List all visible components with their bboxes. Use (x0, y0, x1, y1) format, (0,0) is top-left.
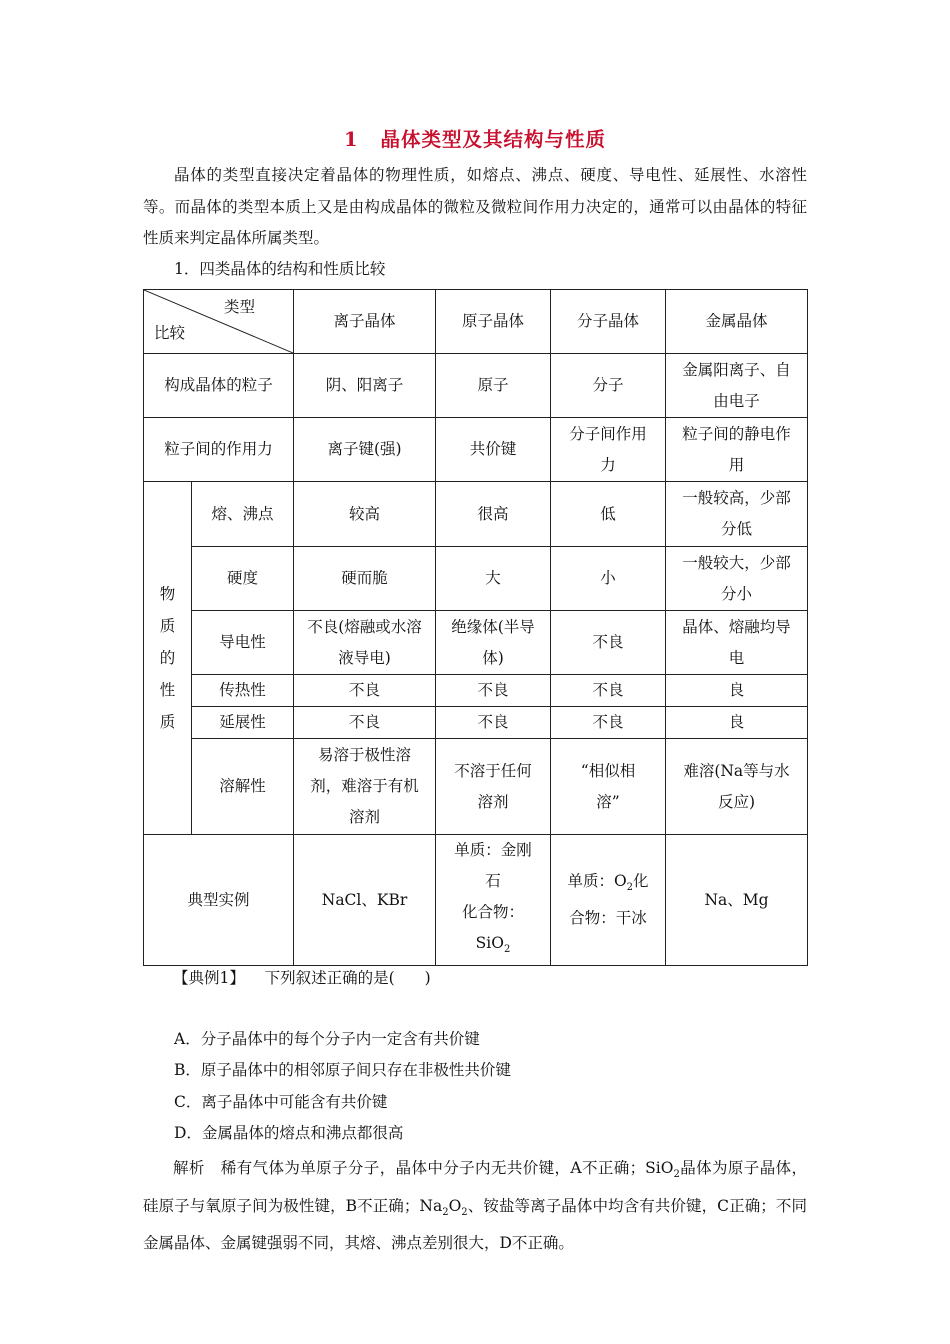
cell-atomic: 原子 (436, 354, 551, 418)
cell-ionic: 阴、阳离子 (294, 354, 436, 418)
cell-atomic: 不良 (436, 707, 551, 739)
row-label: 导电性 (192, 611, 294, 675)
row-conductivity (144, 611, 808, 675)
option-d: D．金属晶体的熔点和沸点都很高 (174, 1124, 404, 1142)
example-question: 【典例1】 下列叙述正确的是( ) (173, 969, 431, 987)
header-molecular: 分子晶体 (551, 290, 666, 354)
cell-metal: 金属阳离子、自 由电子 (666, 354, 808, 418)
crystal-comparison-table (143, 289, 808, 966)
properties-group-label: 物 质 的 性 质 (144, 482, 192, 835)
row-heat (144, 675, 808, 707)
option-a: A．分子晶体中的每个分子内一定含有共价键 (174, 1030, 480, 1048)
cell-ionic: 离子键(强) (294, 418, 436, 482)
cell-atomic: 不溶于任何 溶剂 (436, 739, 551, 835)
row-ductility (144, 707, 808, 739)
row-particles (144, 354, 808, 418)
header-ionic: 离子晶体 (294, 290, 436, 354)
cell-molecular: 小 (551, 547, 666, 611)
cell-molecular: 不良 (551, 611, 666, 675)
option-c: C．离子晶体中可能含有共价键 (174, 1093, 388, 1111)
cell-metal: Na、Mg (666, 835, 808, 966)
table-heading: 1．四类晶体的结构和性质比较 (174, 260, 386, 278)
section-title (0, 124, 950, 152)
cell-molecular: 分子间作用 力 (551, 418, 666, 482)
row-label: 硬度 (192, 547, 294, 611)
analysis-label: 解析 (173, 1159, 205, 1177)
cell-atomic: 不良 (436, 675, 551, 707)
row-label: 延展性 (192, 707, 294, 739)
cell-metal: 一般较大，少部 分小 (666, 547, 808, 611)
intro-paragraph: 晶体的类型直接决定着晶体的物理性质，如熔点、沸点、硬度、导电性、延展性、水溶性等。而晶体的类型本质上又是由构成晶体的微粒及微粒间作用力决定的，通常可以由晶体的特征性质来判定晶体所属类型。 (143, 166, 807, 247)
cell-ionic: 不良 (294, 675, 436, 707)
row-solubility (144, 739, 808, 835)
question-text: 下列叙述正确的是( (264, 969, 395, 987)
cell-ionic: 较高 (294, 482, 436, 547)
row-forces (144, 418, 808, 482)
header-metal: 金属晶体 (666, 290, 808, 354)
cell-atomic: 很高 (436, 482, 551, 547)
row-label: 熔、沸点 (192, 482, 294, 547)
section-title-text: 晶体类型及其结构与性质 (380, 128, 607, 151)
cell-metal: 良 (666, 707, 808, 739)
header-atomic: 原子晶体 (436, 290, 551, 354)
cell-molecular: 分子 (551, 354, 666, 418)
row-hardness (144, 547, 808, 611)
cell-metal: 难溶(Na等与水 反应) (666, 739, 808, 835)
cell-molecular: 低 (551, 482, 666, 547)
option-b: B．原子晶体中的相邻原子间只存在非极性共价键 (174, 1061, 511, 1079)
cell-metal: 粒子间的静电作 用 (666, 418, 808, 482)
row-melting (144, 482, 808, 547)
cell-molecular: 不良 (551, 707, 666, 739)
row-label: 传热性 (192, 675, 294, 707)
cell-atomic: 共价键 (436, 418, 551, 482)
row-label: 典型实例 (144, 835, 294, 966)
row-label: 粒子间的作用力 (144, 418, 294, 482)
cell-atomic: 单质：金刚 石 化合物： SiO$_2$ (436, 835, 551, 966)
row-examples (144, 835, 808, 966)
cell-ionic: 硬而脆 (294, 547, 436, 611)
cell-metal: 良 (666, 675, 808, 707)
corner-cell (144, 290, 294, 354)
cell-ionic: 不良(熔融或水溶 液导电) (294, 611, 436, 675)
table-header-row (144, 290, 808, 354)
cell-atomic: 大 (436, 547, 551, 611)
cell-molecular: 单质：$O_2$化 合物：干冰 (551, 835, 666, 966)
cell-ionic: 易溶于极性溶 剂，难溶于有机 溶剂 (294, 739, 436, 835)
example-tag: 【典例1】 (173, 969, 245, 987)
row-label: 溶解性 (192, 739, 294, 835)
cell-molecular: “相似相 溶” (551, 739, 666, 835)
cell-atomic: 绝缘体(半导 体) (436, 611, 551, 675)
cell-metal: 晶体、熔融均导 电 (666, 611, 808, 675)
row-label: 构成晶体的粒子 (144, 354, 294, 418)
corner-label-compare: 比较 (154, 324, 186, 342)
cell-molecular: 不良 (551, 675, 666, 707)
cell-metal: 一般较高，少部 分低 (666, 482, 808, 547)
section-number: 1 (343, 128, 359, 151)
cell-ionic: 不良 (294, 707, 436, 739)
cell-ionic: NaCl、KBr (294, 835, 436, 966)
analysis-paragraph: 解析 稀有气体为单原子分子，晶体中分子内无共价键，A不正确；SiO$_2$晶体为原子晶体，硅原子与氧原子间为极性键，B不正确；$Na_2O_2$、铵盐等离子晶体中均含有共价键，C正确；不同金属晶体、金属键强弱不同，其熔、沸点差别很大，D不正确。 (143, 1159, 807, 1253)
corner-label-type: 类型 (223, 298, 255, 316)
